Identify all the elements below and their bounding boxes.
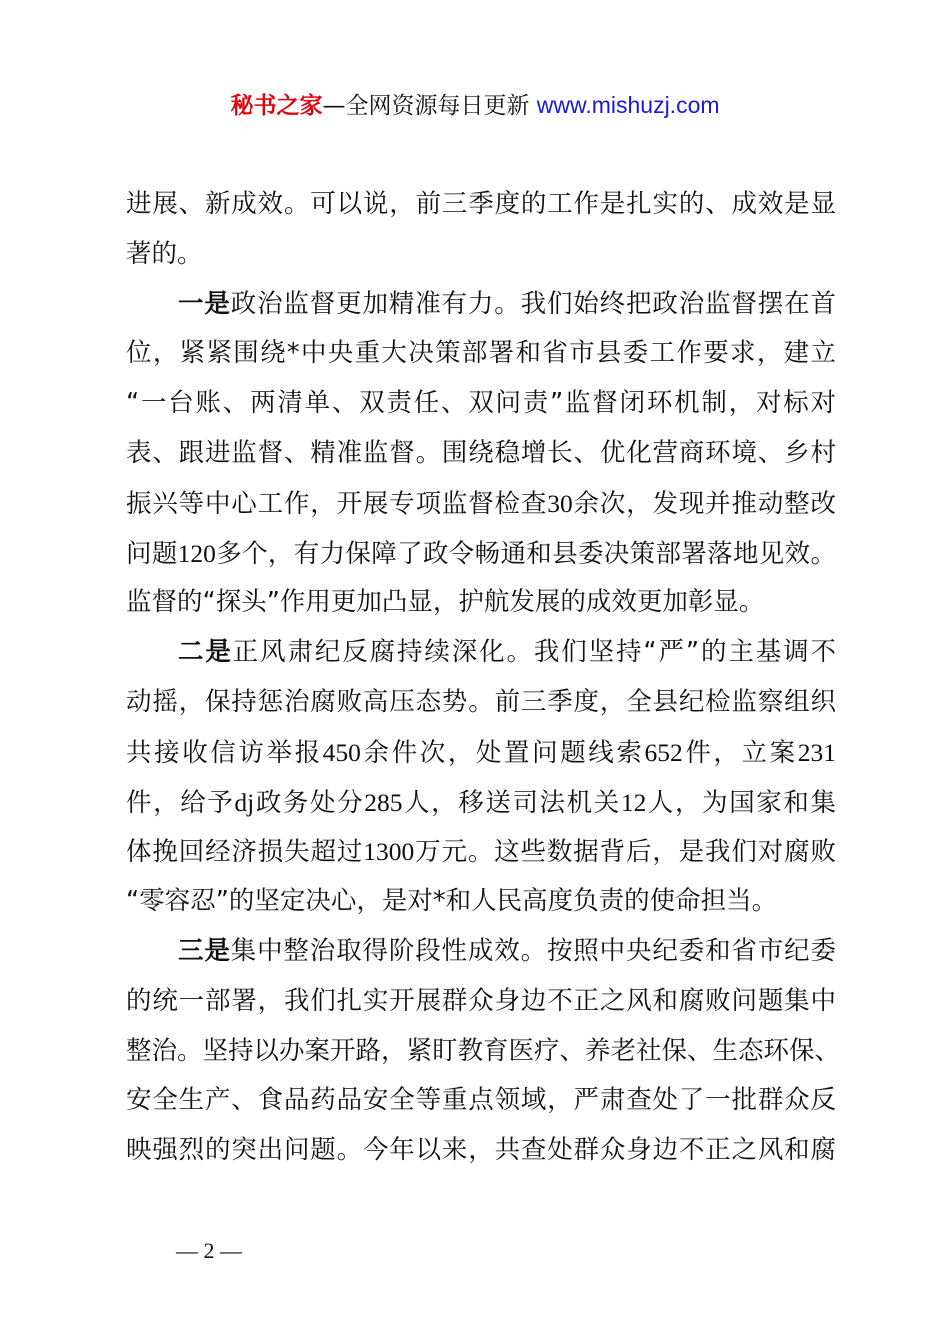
site-banner: [0, 88, 950, 123]
brand-name: 秘书之家: [230, 93, 323, 119]
text-line: 的统一部署，我们扎实开展群众身边不正之风和腐败问题集中: [126, 985, 836, 1016]
text-line: 动摇，保持惩治腐败高压态势。前三季度，全县纪检监察组织: [126, 686, 836, 717]
paragraph-first-line: 一是政治监督更加精准有力。我们始终把政治监督摆在首: [178, 288, 836, 319]
text-line: “一台账、两清单、双责任、双问责”监督闭环机制，对标对: [126, 388, 836, 419]
text-line: 进展、新成效。可以说，前三季度的工作是扎实的、成效是显: [126, 189, 836, 219]
banner-tagline: —全网资源每日更新: [322, 93, 537, 119]
paragraph-lead: 二是: [178, 637, 233, 668]
text-line: 安全生产、食品药品安全等重点领域，严肃查处了一批群众反: [126, 1085, 836, 1116]
paragraph-first-line: 三是集中整治取得阶段性成效。按照中央纪委和省市纪委: [178, 935, 836, 966]
text-line: 问题120多个，有力保障了政令畅通和县委决策部署落地见效。: [126, 538, 836, 569]
text-line: 监督的“探头”作用更加凸显，护航发展的成效更加彰显。: [126, 587, 765, 618]
site-url: www.mishuzj.com: [536, 92, 720, 118]
text-line: 件，给予dj政务处分285人，移送司法机关12人，为国家和集: [126, 787, 836, 818]
text-line: 体挽回经济损失超过1300万元。这些数据背后，是我们对腐败: [126, 837, 836, 868]
page-number: — 2 —: [176, 1238, 242, 1263]
text-line: 振兴等中心工作，开展专项监督检查30余次，发现并推动整改: [126, 488, 836, 519]
paragraph-first-line: 二是正风肃纪反腐持续深化。我们坚持“严”的主基调不: [178, 637, 836, 668]
text-line: “零容忍”的坚定决心，是对*和人民高度负责的使命担当。: [126, 886, 778, 917]
paragraph-lead: 一是: [178, 288, 231, 319]
text-line: 位，紧紧围绕*中央重大决策部署和省市县委工作要求，建立: [126, 338, 836, 369]
text-line: 共接收信访举报450余件次，处置问题线索652件，立案231: [126, 737, 836, 768]
text-line: 著的。: [126, 238, 203, 269]
text-line: 表、跟进监督、精准监督。围绕稳增长、优化营商环境、乡村: [126, 437, 836, 468]
text-line: 映强烈的突出问题。今年以来，共查处群众身边不正之风和腐: [126, 1135, 836, 1166]
document-body: [126, 180, 841, 1176]
paragraph-lead: 三是: [178, 935, 231, 966]
text-line: 整治。坚持以办案开路，紧盯教育医疗、养老社保、生态环保、: [126, 1035, 841, 1066]
